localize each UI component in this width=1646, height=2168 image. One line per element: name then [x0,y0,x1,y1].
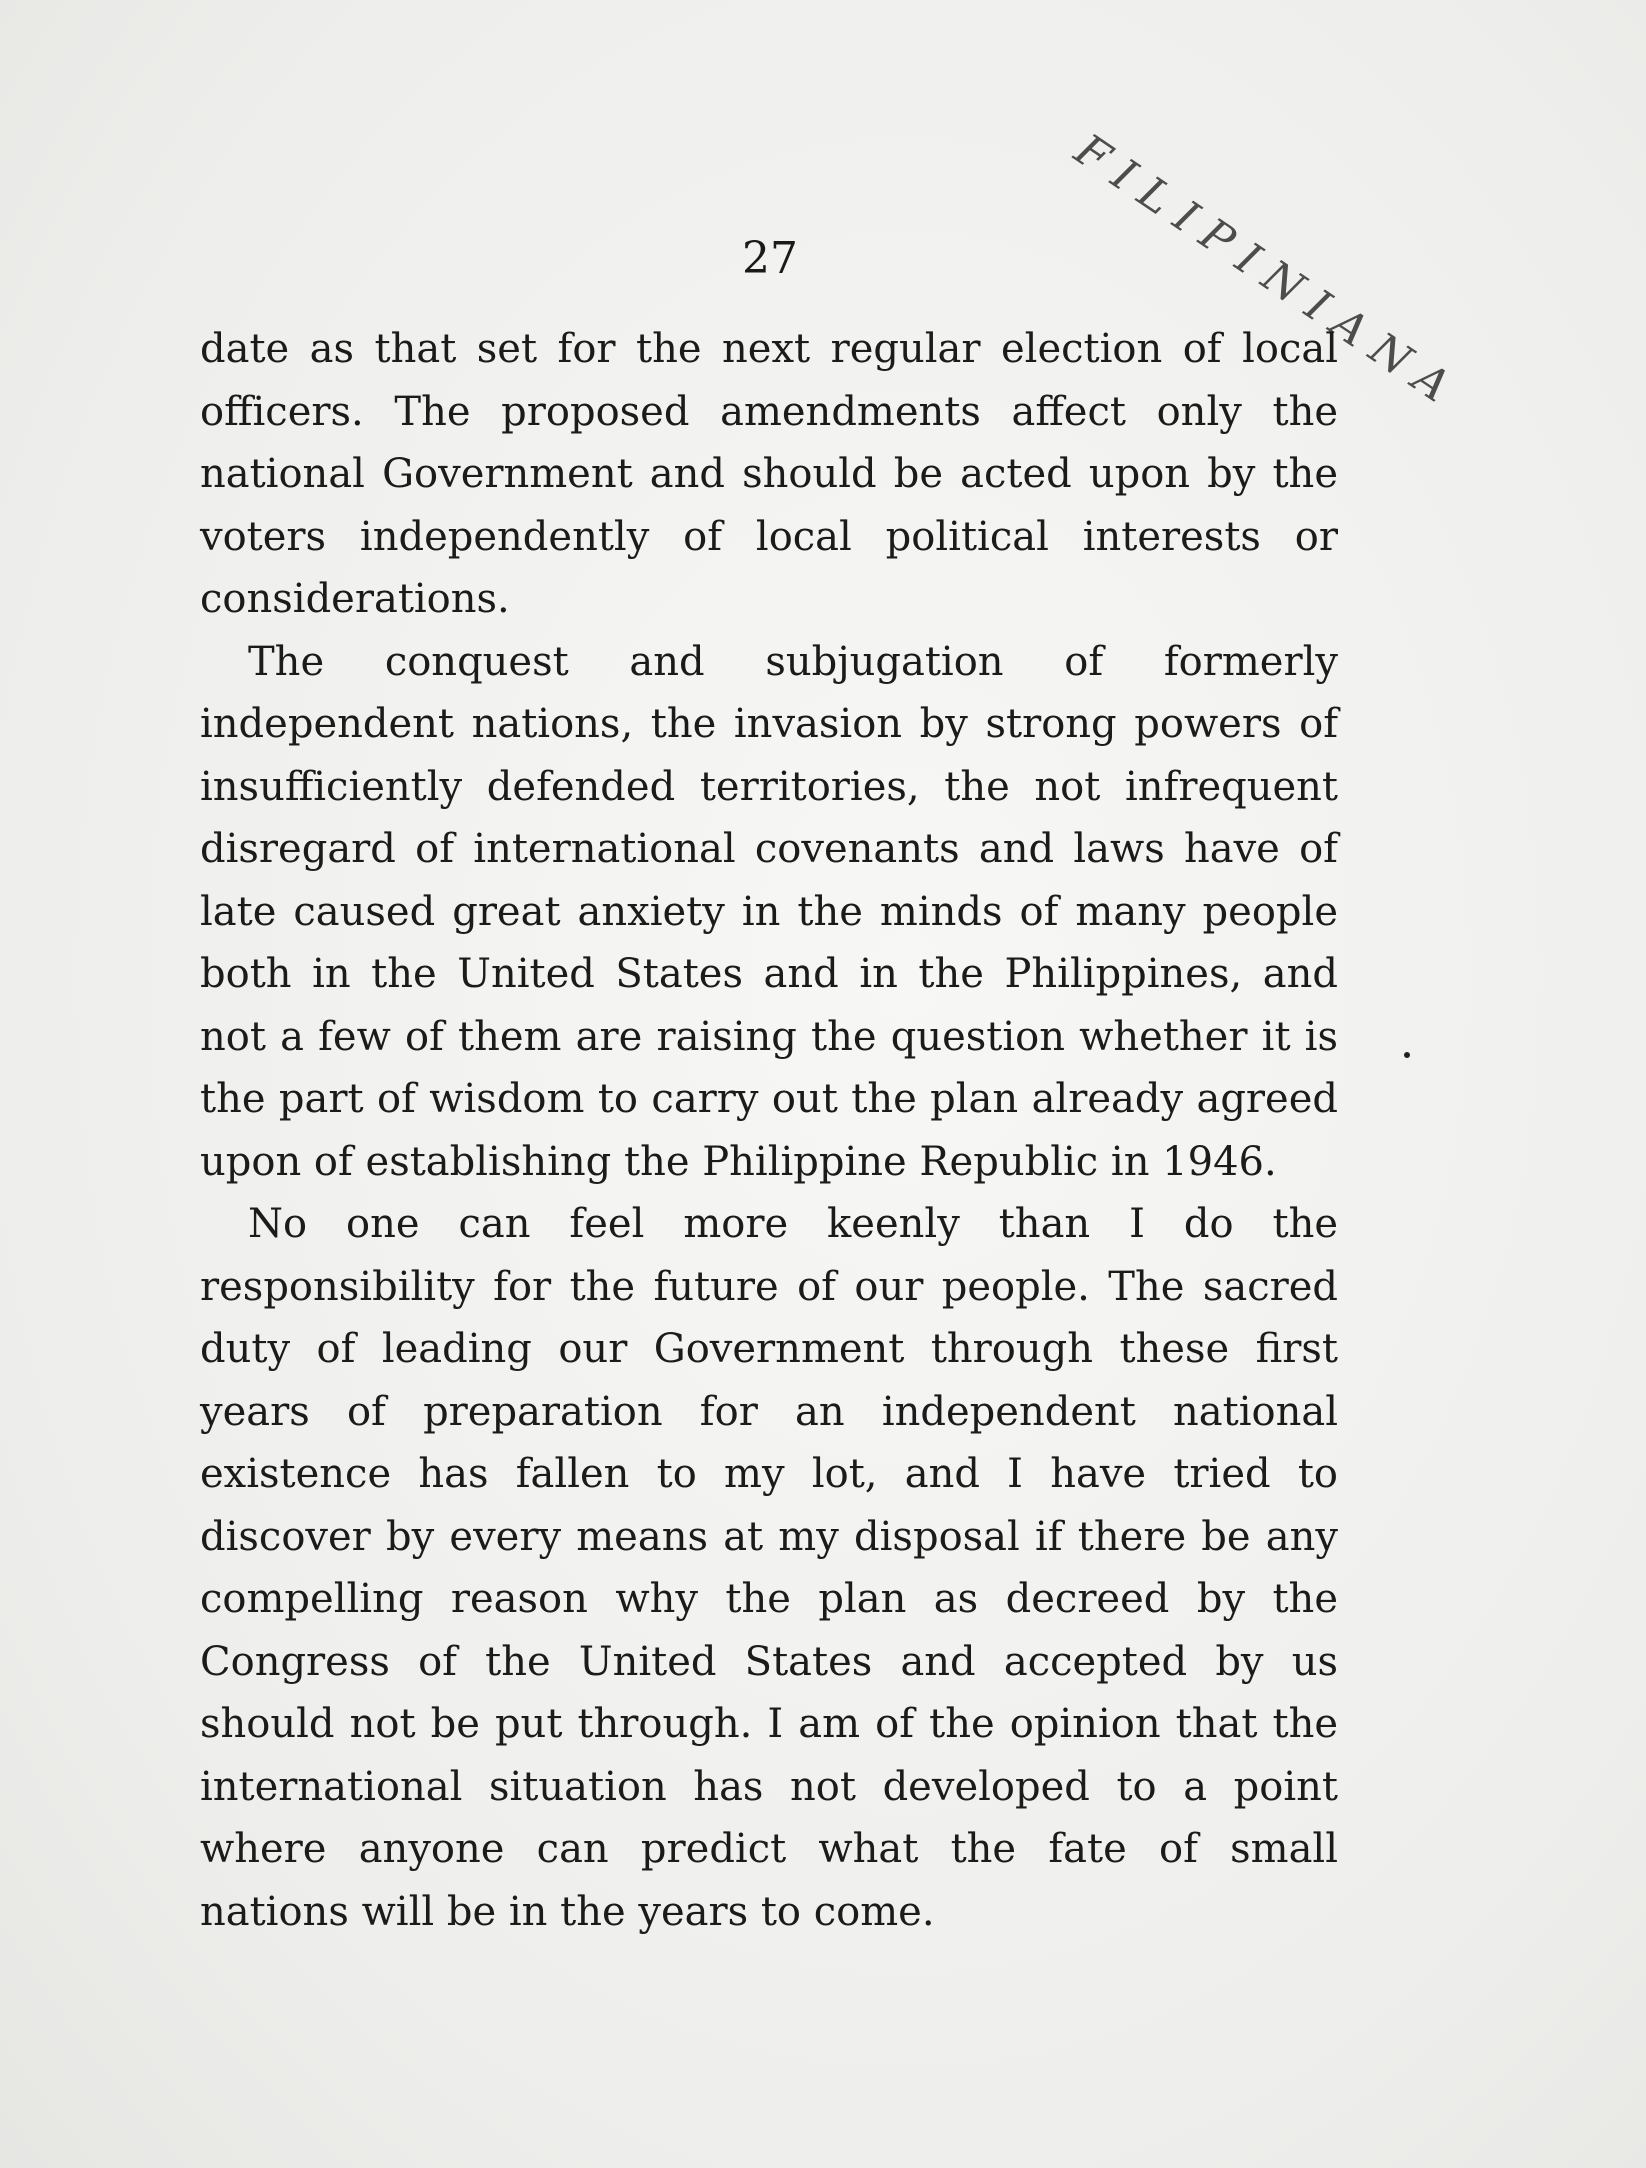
paragraph-3: No one can feel more keenly than I do the responsibility for the future of our people. The sacred duty of leading our Government through these first years of preparation for an independent national existence has fallen to my lot, and I have tried to discover by every means at my disposal if there be any compelling reason why the plan as decreed by the Congress of the United States and accepted by us should not be put through. I am of the opinion that the international situation has not developed to a point where anyone can predict what the fate of small nations will be in the years to come. [200,1201,1338,1935]
page-number: 27 [742,233,798,284]
body-text [200,318,1338,1943]
filipiniana-stamp: FILIPINIANA [1065,124,1471,421]
scan-speck [1404,1052,1410,1058]
paragraph-2: The conquest and subjugation of formerly independent nations, the invasion by strong powers of insufficiently defended territories, the not infrequent disregard of international covenants and laws have of late caused great anxiety in the minds of many people both in the United States and in the Philippines, and not a few of them are raising the question whether it is the part of wisdom to carry out the plan already agreed upon of establishing the Philippine Republic in 1946. [200,638,1338,1185]
paragraph-1: date as that set for the next regular election of local officers. The proposed amendments affect only the national Government and should be acted upon by the voters independently of local political interests or considerations. [200,326,1338,622]
